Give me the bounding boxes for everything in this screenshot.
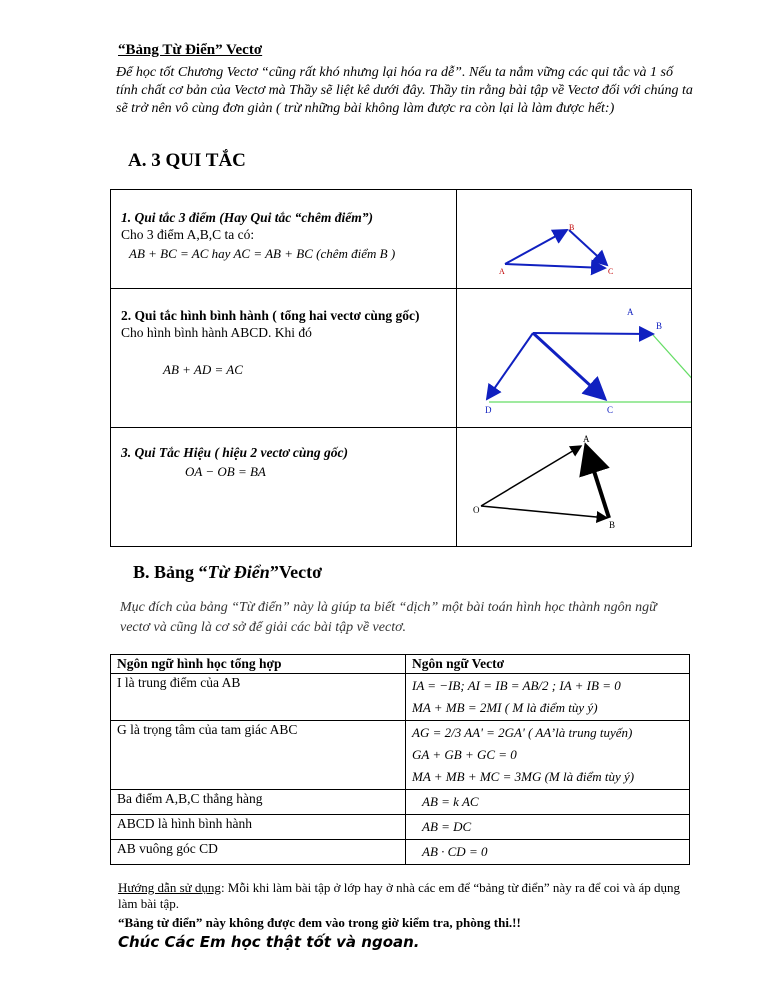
vector-formula: AG = 2/3 AA' = 2GA' ( AA’là trung tuyến): [412, 725, 633, 740]
point-a-label: A: [583, 434, 590, 444]
point-b-label: B: [656, 321, 663, 331]
vector-formula: IA = −IB; AI = IB = AB/2 ; IA + IB = 0: [412, 678, 621, 693]
point-a-label: A: [499, 267, 505, 276]
rule-2-diagram: [457, 289, 691, 427]
section-b-heading-prefix: B. Bảng “: [133, 562, 208, 582]
vector-cell: [406, 674, 690, 721]
table-row: [111, 721, 690, 790]
geo-cell: I là trung điểm của AB: [111, 674, 406, 721]
vector-cell: [406, 815, 690, 840]
exam-note: “Bảng từ điển” này không được đem vào trong giờ kiểm tra, phòng thi.!!: [118, 915, 521, 930]
geo-cell: AB vuông góc CD: [111, 840, 406, 865]
vector-formula: GA + GB + GC = 0: [412, 747, 517, 762]
vector-ac-line: [533, 333, 605, 399]
table-row: [111, 674, 690, 721]
col-geo-header: Ngôn ngữ hình học tổng hợp: [111, 655, 406, 674]
section-a-heading: A. 3 QUI TẮC: [128, 150, 246, 171]
point-c-label: C: [607, 405, 614, 415]
usage-guide: [118, 880, 698, 912]
purpose-paragraph: Mục đích của bảng “Từ điển” này là giúp ta biết “dịch” một bài toán hình học thành ngôn ngữ vectơ và cũng là cơ sở để giải các bài tập về vectơ.: [120, 600, 657, 635]
rule-3-title: 3. Qui Tắc Hiệu ( hiệu 2 vectơ cùng gốc): [121, 445, 348, 460]
point-o-label: O: [473, 505, 480, 515]
table-header-row: [111, 655, 690, 674]
vector-ba-line: [586, 446, 609, 518]
closing-wish: Chúc Các Em học thật tốt và ngoan.: [118, 933, 420, 951]
section-b-heading: [133, 562, 322, 583]
vector-ob-line: [481, 506, 607, 518]
usage-guide-label: Hướng dẫn sử dụng: [118, 880, 221, 895]
rule-2-text: [121, 307, 441, 341]
intro-paragraph: Để học tốt Chương Vectơ “cũng rất khó nhưng lại hóa ra dễ”. Nếu ta nắm vững các qui tắc và 1 số tính chất cơ bản của Vectơ mà Thầy sẽ liệt kê dưới đây. Thầy tin rằng bài tập về Vectơ đối với chúng ta sẽ trở nên vô cùng đơn giản ( trừ những bài không làm được ra còn lại là làm được hết:): [116, 65, 693, 116]
rule-1-desc: Cho 3 điểm A,B,C ta có:: [121, 227, 255, 242]
rule-3-diagram: [457, 428, 691, 546]
vector-ac-line: [505, 264, 605, 268]
point-b-label: B: [569, 223, 575, 232]
vector-formula: MA + MB + MC = 3MG (M là điểm tùy ý): [412, 769, 635, 784]
vector-ad-line: [487, 333, 533, 399]
geo-cell: G là trọng tâm của tam giác ABC: [111, 721, 406, 790]
side-bc-line: [653, 335, 691, 402]
vector-ab-line: [533, 333, 653, 334]
rule-1-title: 1. Qui tắc 3 điểm (Hay Qui tắc “chêm điểm”): [121, 210, 373, 225]
vector-oa-line: [481, 446, 581, 506]
rule-2-formula: AB + AD = AC: [163, 362, 243, 377]
section-b-heading-italic: Từ Điển: [207, 562, 270, 582]
rule-1-text: [121, 209, 441, 243]
vector-cell: [406, 721, 690, 790]
col-vector-header: Ngôn ngữ Vectơ: [406, 655, 690, 674]
dictionary-table: [110, 654, 690, 865]
rule-1-diagram: [457, 190, 691, 288]
rule-3-formula: OA − OB = BA: [185, 464, 266, 479]
rule-2-desc: Cho hình bình hành ABCD. Khi đó: [121, 325, 312, 340]
vector-formula: AB = k AC: [422, 794, 479, 809]
vector-cell: [406, 840, 690, 865]
rule-1-formula: AB + BC = AC hay AC = AB + BC (chêm điểm B ): [129, 246, 396, 261]
point-c-label: C: [608, 267, 614, 276]
section-b-heading-suffix: ”Vectơ: [269, 562, 323, 582]
vector-bc-line: [569, 230, 607, 265]
vector-ab-line: [505, 230, 567, 264]
rule-3-text: [121, 444, 441, 461]
table-row: [111, 815, 690, 840]
point-a-label: A: [627, 307, 634, 317]
rule-2-title: 2. Qui tắc hình bình hành ( tổng hai vectơ cùng gốc): [121, 308, 420, 323]
usage-guide-text: : Mỗi khi làm bài tập ở lớp hay ở nhà các em để “bảng từ điển” này ra để coi và áp dụng làm bài tập.: [118, 880, 680, 911]
vector-formula: AB = DC: [422, 819, 472, 834]
vector-formula: MA + MB = 2MI ( M là điểm tùy ý): [412, 700, 598, 715]
point-b-label: B: [609, 520, 616, 530]
geo-cell: Ba điểm A,B,C thẳng hàng: [111, 790, 406, 815]
point-d-label: D: [485, 405, 492, 415]
vector-cell: [406, 790, 690, 815]
geo-cell: ABCD là hình bình hành: [111, 815, 406, 840]
table-row: [111, 790, 690, 815]
rules-table: [110, 189, 692, 547]
vector-formula: AB · CD = 0: [422, 844, 488, 859]
document-title: “Bảng Từ Điển” Vectơ: [118, 42, 263, 58]
table-row: [111, 840, 690, 865]
